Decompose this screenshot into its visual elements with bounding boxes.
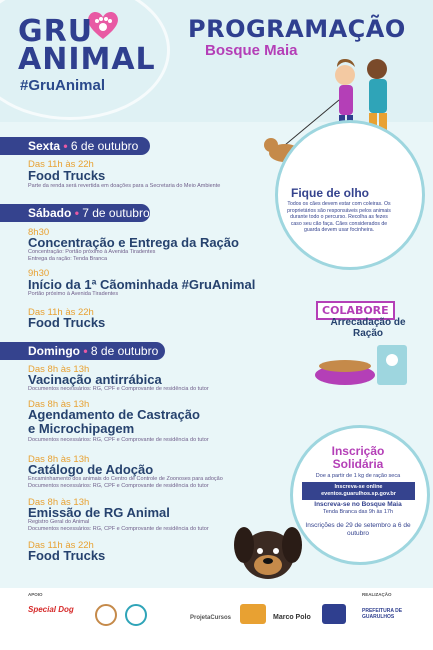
day-bar-domingo: Domingo • 8 de outubro [0,342,165,360]
inscricao-online-box: Inscreva-se online eventos.guarulhos.sp.gov.br [302,482,415,500]
event-time: Das 8h às 13h [28,399,90,410]
day-date: 7 de outubro [82,206,150,220]
event-title: Food Trucks [28,315,106,330]
day-date: 6 de outubro [70,139,139,153]
event-time: 8h30 [28,227,50,238]
event-note: Concentração: Portão próximo à Avenida Tiradentes Entrega da ração: Tenda Branca [28,249,156,262]
event-title: Food Trucks [28,548,106,563]
event-note: Documentos necessários: RG, CPF e Comprovante de residência do tutor [28,386,209,392]
event-note: Parte da renda será revertida em doações para a Secretaria do Meio Ambiente [28,183,221,189]
event-note: Documentos necessários: RG, CPF e Comprovante de residência do tutor [28,437,209,443]
event-title: Emissão de RG Animal [28,505,170,520]
inscricao-maia: Inscreva-se no Bosque Maia [314,501,402,508]
sponsor-logo-block [240,604,266,624]
event-time: Das 11h às 22h [28,307,94,318]
day-bar-sabado: Sábado • 7 de outubro [0,204,150,222]
fique-text: Todos os cães devem estar com coleiras. Os proprietários são responsáveis pelos animais durante todo o percurso. Recolha as fezes caso seu cão faça. Cães considerados de guarda devem usar focinheira. [287,201,391,233]
inscricao-line: Doe a partir de 1 kg de ração seca [315,473,401,479]
sponsor-prefeitura: PREFEITURA DE GUARULHOS [362,608,403,620]
event-title: Vacinação antirrábica [28,372,162,387]
logo-animal: ANIMAL [18,42,156,77]
sponsor-logo-block [322,604,346,624]
day-name: Sexta [28,139,61,153]
event-title: Catálogo de Adoção [28,462,154,477]
hashtag: #GruAnimal [20,77,106,94]
inscricao-maia-hours: Tenda Branca das 9h às 17h [322,509,394,515]
event-time: Das 8h às 13h [28,364,90,375]
event-note: Portão próximo à Avenida Tiradentes [28,291,119,297]
event-title: e Microchipagem [28,421,135,436]
event-time: Das 8h às 13h [28,454,90,465]
sponsor-projeta: ProjetaCursos [190,615,232,621]
realizacao-label: REALIZAÇÃO [362,592,392,597]
day-bar-sexta: Sexta • 6 de outubro [0,137,150,155]
apoio-label: APOIO [28,592,43,597]
page-subtitle: Bosque Maia [205,42,298,59]
event-time: Das 8h às 13h [28,497,90,508]
event-time: Das 11h às 22h [28,540,94,551]
event-title: Food Trucks [28,168,106,183]
event-title: Agendamento de Castração [28,407,200,422]
sponsor-logo-circle [125,604,147,626]
event-time: 9h30 [28,268,50,279]
dog-face-illustration [232,515,304,583]
colabore-badge: COLABORE [316,301,395,320]
event-title: Concentração e Entrega da Ração [28,235,239,250]
sponsor-logo-circle [95,604,117,626]
fique-title: Fique de olho [291,186,369,200]
page-title: PROGRAMAÇÃO [188,15,406,43]
sponsor-marco-polo: Marco Polo [273,614,311,621]
event-note: Encaminhamento dos animais do Centro de Controle de Zoonoses para adoção Documentos necessários: RG, CPF e Comprovante de residência do tutor [28,476,223,489]
sponsor-special-dog: Special Dog [28,605,74,614]
event-title: Início da 1ª Cãominhada #GruAnimal [28,277,256,292]
logo-gru: GRU [18,14,94,49]
inscricao-dates: Inscrições de 29 de setembro a 6 de outubro [305,522,411,537]
event-time: Das 11h às 22h [28,159,94,170]
event-note: Registro Geral do Animal Documentos necessários: RG, CPF e Comprovante de residência do tutor [28,519,209,532]
day-date: 8 de outubro [90,344,159,358]
colabore-text: Arrecadação de Ração [330,317,406,339]
food-bowl-illustration [305,340,425,390]
day-name: Domingo [28,344,80,358]
day-name: Sábado [28,206,72,220]
inscricao-title: Inscrição Solidária [331,444,385,471]
